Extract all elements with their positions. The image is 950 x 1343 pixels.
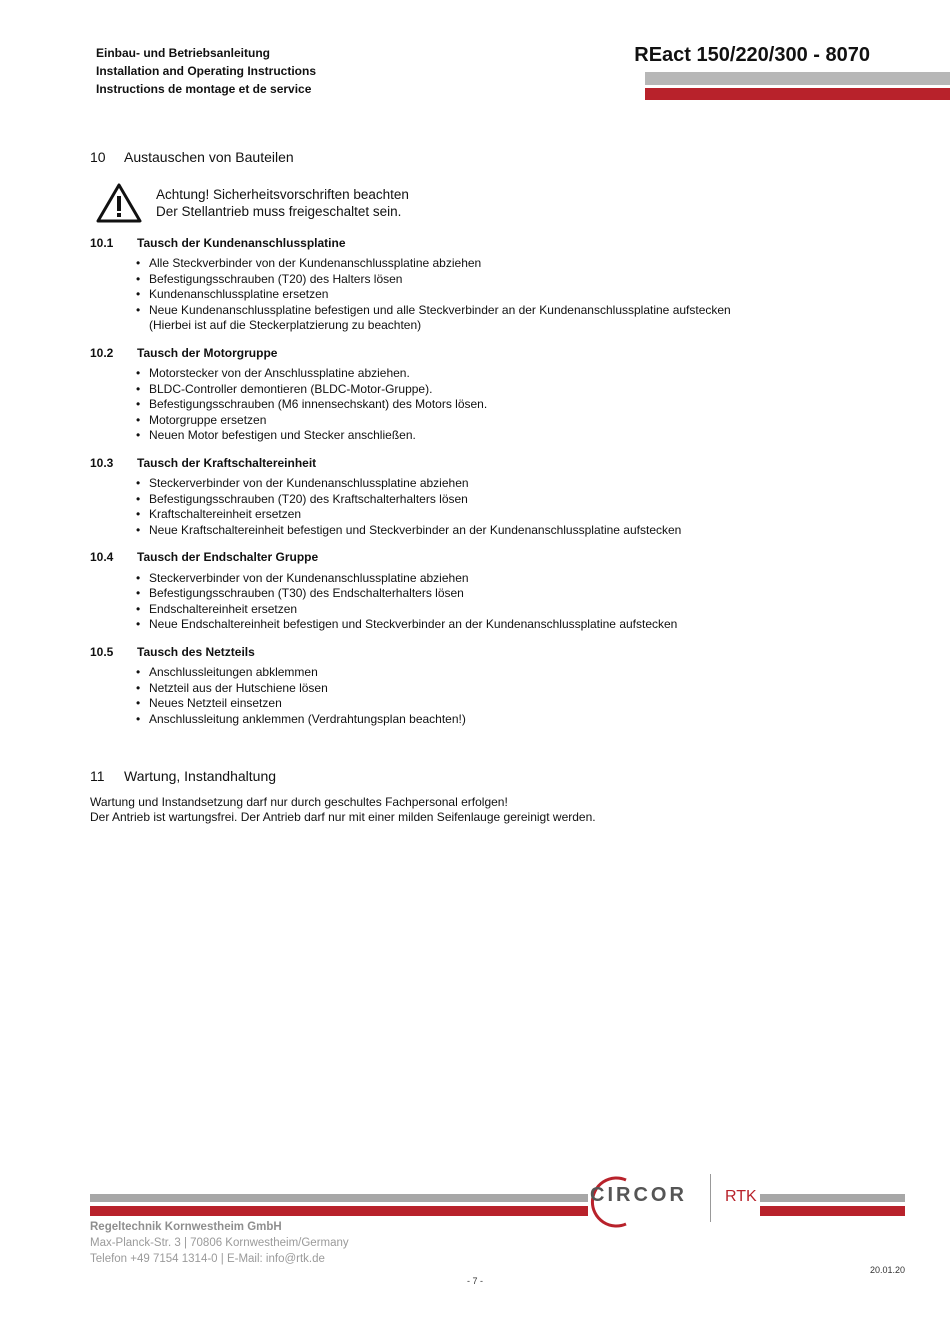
- list-item: • Endschaltereinheit ersetzen: [136, 602, 910, 618]
- subsection-title: Tausch des Netzteils: [137, 644, 255, 659]
- header-line-de: Einbau- und Betriebsanleitung: [96, 46, 271, 60]
- list-item: • Neues Netzteil einsetzen: [136, 696, 910, 712]
- subsection-10-5-list: [136, 665, 910, 727]
- section-number: 11: [90, 768, 105, 784]
- company-name: Regeltechnik Kornwestheim GmbH: [90, 1221, 282, 1233]
- list-item: • Befestigungsschrauben (T20) des Halters lösen: [136, 272, 910, 288]
- subsection-10-4-list: [136, 571, 910, 633]
- document-date: 20.01.20: [869, 1265, 905, 1275]
- list-item-text: Neue Kundenanschlussplatine befestigen und alle Steckverbinder an der Kundenanschlussplatine aufstecken: [149, 302, 731, 317]
- section-title: Wartung, Instandhaltung: [124, 768, 277, 784]
- list-item: • Neue Endschaltereinheit befestigen und Steckverbinder an der Kundenanschlussplatine aufstecken: [136, 617, 910, 633]
- list-item: • Motorstecker von der Anschlussplatine abziehen.: [136, 366, 910, 382]
- warning-line-1: Achtung! Sicherheitsvorschriften beachten: [156, 186, 409, 202]
- footer-gray-bar-right: [760, 1194, 905, 1202]
- list-item: • Alle Steckverbinder von der Kundenanschlussplatine abziehen: [136, 256, 910, 272]
- circor-logo-text: CIRCOR: [590, 1184, 687, 1206]
- document-title: REact 150/220/300 - 8070: [634, 44, 870, 66]
- section-11-heading: [90, 769, 910, 785]
- company-contact: Telefon +49 7154 1314-0 | E-Mail: info@rtk.de: [90, 1253, 325, 1265]
- rtk-logo-text: RTK: [725, 1188, 757, 1205]
- section-title: Austauschen von Bauteilen: [124, 149, 294, 165]
- paragraph-line: Der Antrieb ist wartungsfrei. Der Antrieb darf nur mit einer milden Seifenlauge gereinigt werden.: [90, 810, 596, 824]
- list-item: • Kundenanschlussplatine ersetzen: [136, 287, 910, 303]
- circor-rtk-logo: [590, 1170, 760, 1230]
- subsection-title: Tausch der Endschalter Gruppe: [137, 550, 319, 564]
- section-10-heading: [90, 150, 910, 166]
- warning-box: [96, 182, 910, 224]
- list-item: • Motorgruppe ersetzen: [136, 413, 910, 429]
- subsection-10-5-heading: [90, 645, 910, 661]
- paragraph-line: Wartung und Instandsetzung darf nur durch geschultes Fachpersonal erfolgen!: [90, 794, 508, 809]
- subsection-number: 10.5: [90, 644, 114, 659]
- list-item-note: (Hierbei ist auf die Steckerplatzierung zu beachten): [149, 318, 422, 332]
- header-gray-bar: [645, 72, 950, 85]
- subsection-number: 10.1: [90, 235, 114, 250]
- logo-separator: [710, 1174, 711, 1222]
- main-content: [90, 150, 910, 826]
- list-item: [136, 303, 910, 334]
- subsection-number: 10.4: [90, 550, 114, 564]
- warning-line-2: Der Stellantrieb muss freigeschaltet sein.: [156, 203, 402, 219]
- subsection-number: 10.3: [90, 455, 114, 470]
- list-item: • Kraftschaltereinheit ersetzen: [136, 507, 910, 523]
- list-item: • Netzteil aus der Hutschiene lösen: [136, 681, 910, 697]
- header-line-fr: Instructions de montage et de service: [96, 82, 312, 96]
- subsection-title: Tausch der Motorgruppe: [137, 345, 278, 360]
- company-address: Max-Planck-Str. 3 | 70806 Kornwestheim/Germany: [90, 1237, 349, 1249]
- subsection-10-1-heading: [90, 236, 910, 252]
- section-number: 10: [90, 149, 106, 165]
- list-item: • Neue Kraftschaltereinheit befestigen und Steckverbinder an der Kundenanschlussplatine aufstecken: [136, 523, 910, 539]
- list-item: • Neuen Motor befestigen und Stecker anschließen.: [136, 428, 910, 444]
- list-item: • Anschlussleitung anklemmen (Verdrahtungsplan beachten!): [136, 712, 910, 728]
- subsection-10-2-heading: [90, 346, 910, 362]
- list-item: • Befestigungsschrauben (M6 innensechskant) des Motors lösen.: [136, 397, 910, 413]
- subsection-title: Tausch der Kraftschaltereinheit: [137, 455, 317, 470]
- list-item: • Steckerverbinder von der Kundenanschlussplatine abziehen: [136, 476, 910, 492]
- header-red-bar: [645, 88, 950, 100]
- warning-text: [156, 186, 409, 220]
- subsection-10-2-list: [136, 366, 910, 444]
- list-item: • Anschlussleitungen abklemmen: [136, 665, 910, 681]
- section-11-paragraph: [90, 795, 910, 826]
- list-item: • Steckerverbinder von der Kundenanschlussplatine abziehen: [136, 571, 910, 587]
- subsection-10-1-list: [136, 256, 910, 334]
- header-line-en: Installation and Operating Instructions: [96, 64, 317, 78]
- subsection-10-4-heading: [90, 550, 910, 566]
- header-lines: [96, 44, 316, 98]
- list-item: • BLDC-Controller demontieren (BLDC-Motor-Gruppe).: [136, 382, 910, 398]
- footer-red-bar-right: [760, 1206, 905, 1216]
- page-number: - 7 -: [466, 1276, 483, 1286]
- warning-triangle-icon: [96, 182, 142, 224]
- list-item: • Befestigungsschrauben (T30) des Endschalterhalters lösen: [136, 586, 910, 602]
- subsection-10-3-heading: [90, 456, 910, 472]
- subsection-10-3-list: [136, 476, 910, 538]
- footer-red-bar: [90, 1206, 588, 1216]
- footer-gray-bar: [90, 1194, 588, 1202]
- company-info: [90, 1219, 349, 1267]
- subsection-number: 10.2: [90, 345, 114, 360]
- list-item: • Befestigungsschrauben (T20) des Kraftschalterhalters lösen: [136, 492, 910, 508]
- subsection-title: Tausch der Kundenanschlussplatine: [137, 235, 346, 250]
